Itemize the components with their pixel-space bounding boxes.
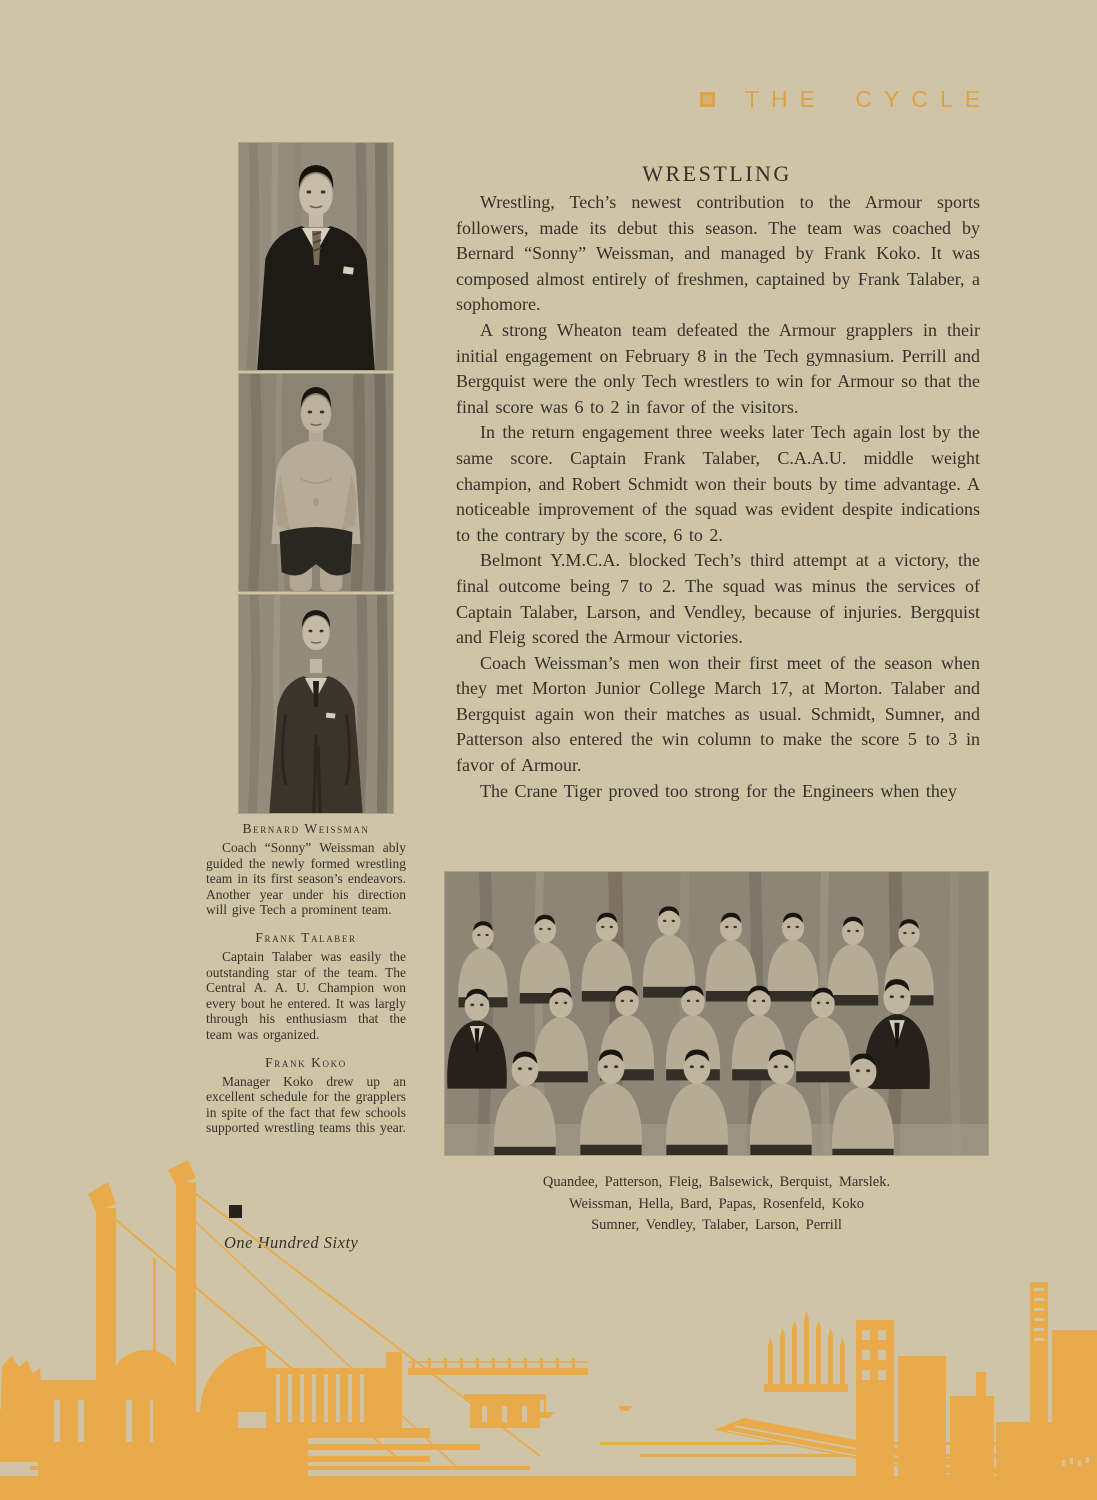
team-photo-illustration — [445, 872, 988, 1155]
manager-portrait-illustration — [239, 595, 393, 813]
masthead — [700, 86, 992, 113]
profile-name: Bernard Weissman — [242, 821, 370, 836]
wrestler-portrait-illustration — [239, 374, 393, 591]
portrait-photo-manager — [239, 595, 393, 813]
profile-weissman — [206, 821, 406, 918]
caption-row-front: Sumner, Vendley, Talaber, Larson, Perrill — [591, 1217, 842, 1233]
article-paragraph: In the return engagement three weeks later Tech again lost by the same score. Captain Frank Talaber, C.A.A.U. middle weight champion, and Robert Schmidt won their bouts by time advantage. A noticeable improvement of the squad was evident despite indications to the contrary by the score, 6 to 2. — [456, 422, 980, 545]
article-paragraph: The Crane Tiger proved too strong for the Engineers when they — [480, 780, 957, 801]
profile-name: Frank Koko — [265, 1054, 347, 1070]
team-photo — [445, 872, 988, 1155]
square-ornament-icon — [700, 92, 715, 107]
caption-row-back: Quandee, Patterson, Fleig, Balsewick, Berquist, Marslek. — [542, 1174, 891, 1190]
profile-text: Manager Koko drew up an excellent schedule for the grapplers in spite of the fact that few schools supported wrestling teams this year. — [206, 1073, 406, 1136]
coach-portrait-illustration — [239, 143, 393, 370]
profile-talaber — [206, 930, 406, 1043]
masthead-title: THE CYCLE — [745, 86, 993, 112]
profile-koko — [206, 1055, 406, 1136]
profile-text: Captain Talaber was easily the outstanding star of the team. The Central A. A. U. Champion won every bout he entered. It was largly through his enthusiasm that the team was organized. — [206, 948, 406, 1042]
caption-row-middle: Weissman, Hella, Bard, Papas, Rosenfeld, Koko — [569, 1195, 864, 1212]
article-paragraph: Wrestling, Tech’s newest contribution to the Armour sports followers, made its debut this season. The team was coached by Bernard “Sonny” Weissman, and managed by Frank Koko. It was composed almost entirely of freshmen, captained by Frank Talaber, a sophomore. — [456, 192, 980, 315]
worlds-fair-skyline-illustration — [0, 1160, 1097, 1500]
article-body — [456, 190, 980, 804]
portrait-photo-coach — [239, 143, 393, 370]
article-paragraph: Coach Weissman’s men won their first meet of the season when they met Morton Junior College March 17, at Morton. Talaber and Bergquist again won their matches as usual. Schmidt, Sumner, and Patterson also entered the win column to make the score 5 to 3 in favor of Armour. — [456, 652, 980, 776]
page-number: One Hundred Sixty — [224, 1233, 359, 1252]
article-paragraph: Belmont Y.M.C.A. blocked Tech’s third attempt at a victory, the final outcome being 7 to 2. The squad was minus the services of Captain Talaber, Larson, and Vendley, because of injuries. Bergquist and Fleig scored the Armour victories. — [456, 550, 980, 648]
profile-captions — [206, 821, 406, 1148]
article-paragraph: A strong Wheaton team defeated the Armour grapplers in their initial engagement on February 8 in the Tech gymnasium. Perrill and Bergquist were the only Tech wrestlers to win for Armour so that the final score was 6 to 2 in favor of the visitors. — [456, 319, 980, 417]
profile-name: Frank Talaber — [255, 929, 357, 945]
portrait-photo-wrestler — [239, 374, 393, 591]
page-title: WRESTLING — [642, 160, 792, 186]
profile-text: Coach “Sonny” Weissman ably guided the newly formed wrestling team in its first season’s endeavors. Another year under his direction will give Tech a prominent team. — [206, 840, 406, 918]
